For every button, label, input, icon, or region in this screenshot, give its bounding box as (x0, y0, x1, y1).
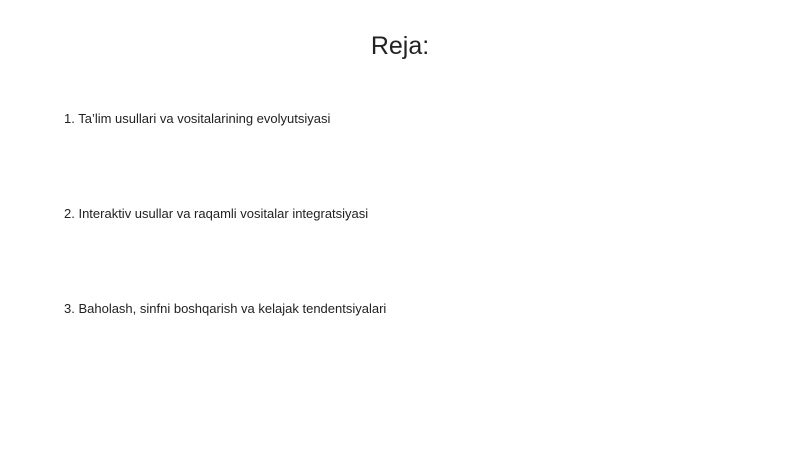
plan-item-1: 1. Ta’lim usullari va vositalarining evolyutsiyasi (64, 111, 331, 126)
plan-item-2: 2. Interaktiv usullar va raqamli vositalar integratsiyasi (64, 206, 369, 221)
slide-title: Reja: (370, 32, 430, 60)
plan-item-3: 3. Baholash, sinfni boshqarish va kelajak tendentsiyalari (64, 301, 387, 316)
